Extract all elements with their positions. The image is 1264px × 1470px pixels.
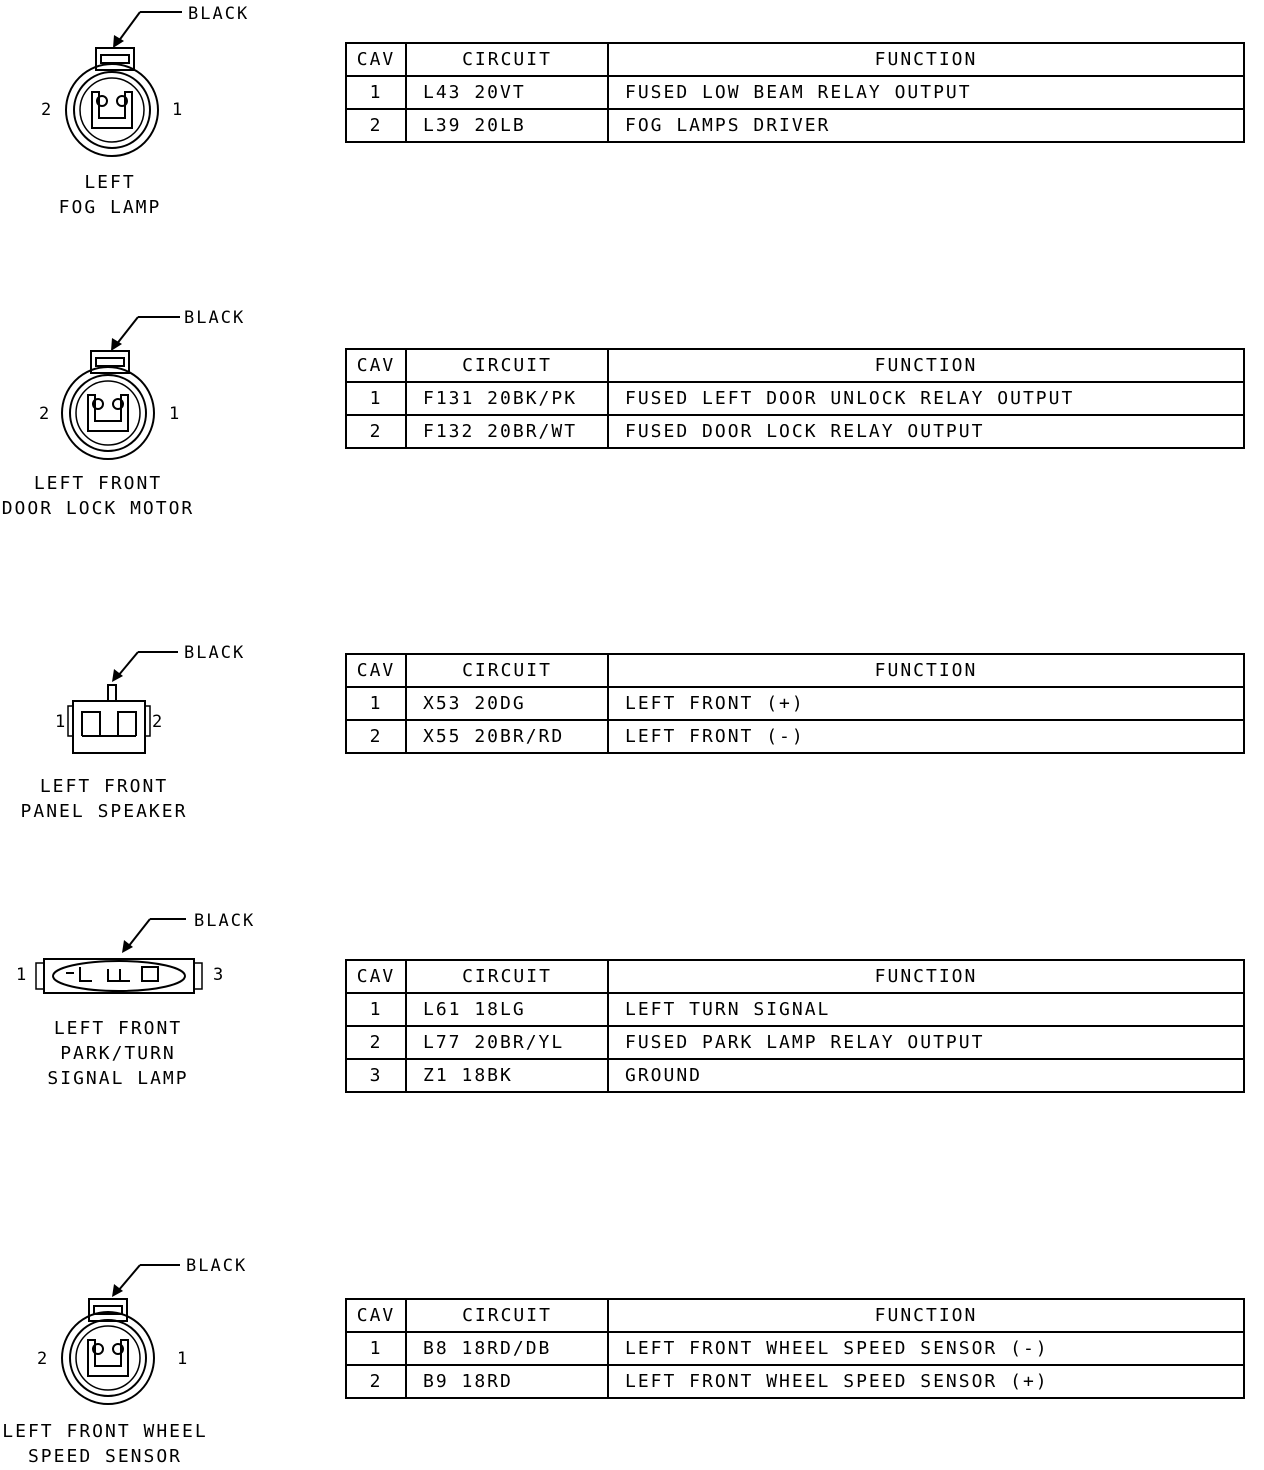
table-row bbox=[346, 720, 1244, 753]
connector-color-label: BLACK bbox=[188, 4, 250, 24]
connector-caption: LEFT FRONT WHEEL SPEED SENSOR bbox=[2, 1421, 208, 1467]
column-header-circuit: CIRCUIT bbox=[406, 43, 608, 76]
cell-circuit: L77 20BR/YL bbox=[406, 1026, 608, 1059]
column-header-circuit: CIRCUIT bbox=[406, 349, 608, 382]
pinout-table bbox=[345, 653, 1245, 754]
table-row bbox=[346, 109, 1244, 142]
column-header-function: FUNCTION bbox=[608, 349, 1244, 382]
column-header-circuit: CIRCUIT bbox=[406, 1299, 608, 1332]
cell-circuit: F131 20BK/PK bbox=[406, 382, 608, 415]
pin-label-right: 1 bbox=[172, 100, 183, 120]
cell-cav: 2 bbox=[346, 1026, 406, 1059]
cell-function: LEFT TURN SIGNAL bbox=[608, 993, 1244, 1026]
cell-circuit: L43 20VT bbox=[406, 76, 608, 109]
table-row bbox=[346, 1332, 1244, 1365]
cell-function: FUSED LOW BEAM RELAY OUTPUT bbox=[608, 76, 1244, 109]
cell-function: FUSED LEFT DOOR UNLOCK RELAY OUTPUT bbox=[608, 382, 1244, 415]
cell-cav: 1 bbox=[346, 382, 406, 415]
cell-circuit: X53 20DG bbox=[406, 687, 608, 720]
table-row bbox=[346, 415, 1244, 448]
table-row bbox=[346, 1026, 1244, 1059]
cell-cav: 1 bbox=[346, 76, 406, 109]
cell-function: LEFT FRONT WHEEL SPEED SENSOR (+) bbox=[608, 1365, 1244, 1398]
cell-circuit: X55 20BR/RD bbox=[406, 720, 608, 753]
pin-label-left: 2 bbox=[37, 1349, 48, 1369]
table-row bbox=[346, 76, 1244, 109]
table-header-row bbox=[346, 349, 1244, 382]
cell-function: GROUND bbox=[608, 1059, 1244, 1092]
pinout-table bbox=[345, 959, 1245, 1093]
pin-label-left: 2 bbox=[39, 404, 50, 424]
column-header-cav: CAV bbox=[346, 43, 406, 76]
pin-label-left: 1 bbox=[16, 965, 27, 985]
connector-caption: LEFT FOG LAMP bbox=[58, 172, 162, 218]
column-header-function: FUNCTION bbox=[608, 43, 1244, 76]
connector-caption: LEFT FRONT PANEL SPEAKER bbox=[20, 776, 188, 822]
table-row bbox=[346, 382, 1244, 415]
column-header-circuit: CIRCUIT bbox=[406, 960, 608, 993]
table-row bbox=[346, 1365, 1244, 1398]
connector-color-label: BLACK bbox=[184, 308, 246, 328]
column-header-cav: CAV bbox=[346, 1299, 406, 1332]
pin-label-left: 2 bbox=[41, 100, 52, 120]
column-header-function: FUNCTION bbox=[608, 654, 1244, 687]
connector-color-label: BLACK bbox=[194, 911, 256, 931]
cell-cav: 2 bbox=[346, 415, 406, 448]
table-header-row bbox=[346, 1299, 1244, 1332]
connector-caption: LEFT FRONT PARK/TURN SIGNAL LAMP bbox=[47, 1018, 189, 1089]
pin-label-right: 1 bbox=[177, 1349, 188, 1369]
connector-section-fog-lamp bbox=[0, 0, 1264, 240]
connector-color-label: BLACK bbox=[184, 643, 246, 663]
pin-label-left: 1 bbox=[55, 712, 66, 732]
table-row bbox=[346, 1059, 1244, 1092]
table-header-row bbox=[346, 960, 1244, 993]
connector-section-panel-speaker bbox=[0, 640, 1264, 840]
table-row bbox=[346, 993, 1244, 1026]
cell-function: FOG LAMPS DRIVER bbox=[608, 109, 1244, 142]
pin-label-right: 1 bbox=[169, 404, 180, 424]
cell-cav: 1 bbox=[346, 1332, 406, 1365]
column-header-cav: CAV bbox=[346, 349, 406, 382]
cell-function: FUSED DOOR LOCK RELAY OUTPUT bbox=[608, 415, 1244, 448]
cell-circuit: B9 18RD bbox=[406, 1365, 608, 1398]
table-row bbox=[346, 687, 1244, 720]
cell-cav: 1 bbox=[346, 687, 406, 720]
column-header-cav: CAV bbox=[346, 960, 406, 993]
cell-circuit: F132 20BR/WT bbox=[406, 415, 608, 448]
cell-function: LEFT FRONT (-) bbox=[608, 720, 1244, 753]
pinout-table bbox=[345, 1298, 1245, 1399]
table-header-row bbox=[346, 43, 1244, 76]
cell-circuit: B8 18RD/DB bbox=[406, 1332, 608, 1365]
cell-cav: 3 bbox=[346, 1059, 406, 1092]
table-header-row bbox=[346, 654, 1244, 687]
connector-section-park-turn-lamp bbox=[0, 905, 1264, 1115]
cell-circuit: L39 20LB bbox=[406, 109, 608, 142]
cell-cav: 2 bbox=[346, 720, 406, 753]
connector-caption: LEFT FRONT DOOR LOCK MOTOR bbox=[1, 473, 195, 519]
column-header-circuit: CIRCUIT bbox=[406, 654, 608, 687]
cell-function: FUSED PARK LAMP RELAY OUTPUT bbox=[608, 1026, 1244, 1059]
pinout-table bbox=[345, 348, 1245, 449]
cell-function: LEFT FRONT (+) bbox=[608, 687, 1244, 720]
cell-circuit: L61 18LG bbox=[406, 993, 608, 1026]
column-header-function: FUNCTION bbox=[608, 960, 1244, 993]
cell-function: LEFT FRONT WHEEL SPEED SENSOR (-) bbox=[608, 1332, 1244, 1365]
pin-label-right: 3 bbox=[213, 965, 224, 985]
cell-cav: 2 bbox=[346, 1365, 406, 1398]
connector-section-wheel-speed-sensor bbox=[0, 1253, 1264, 1470]
pinout-table bbox=[345, 42, 1245, 143]
column-header-cav: CAV bbox=[346, 654, 406, 687]
cell-cav: 2 bbox=[346, 109, 406, 142]
pin-label-right: 2 bbox=[152, 712, 163, 732]
cell-cav: 1 bbox=[346, 993, 406, 1026]
column-header-function: FUNCTION bbox=[608, 1299, 1244, 1332]
cell-circuit: Z1 18BK bbox=[406, 1059, 608, 1092]
connector-color-label: BLACK bbox=[186, 1256, 248, 1276]
connector-section-door-lock-motor bbox=[0, 305, 1264, 545]
